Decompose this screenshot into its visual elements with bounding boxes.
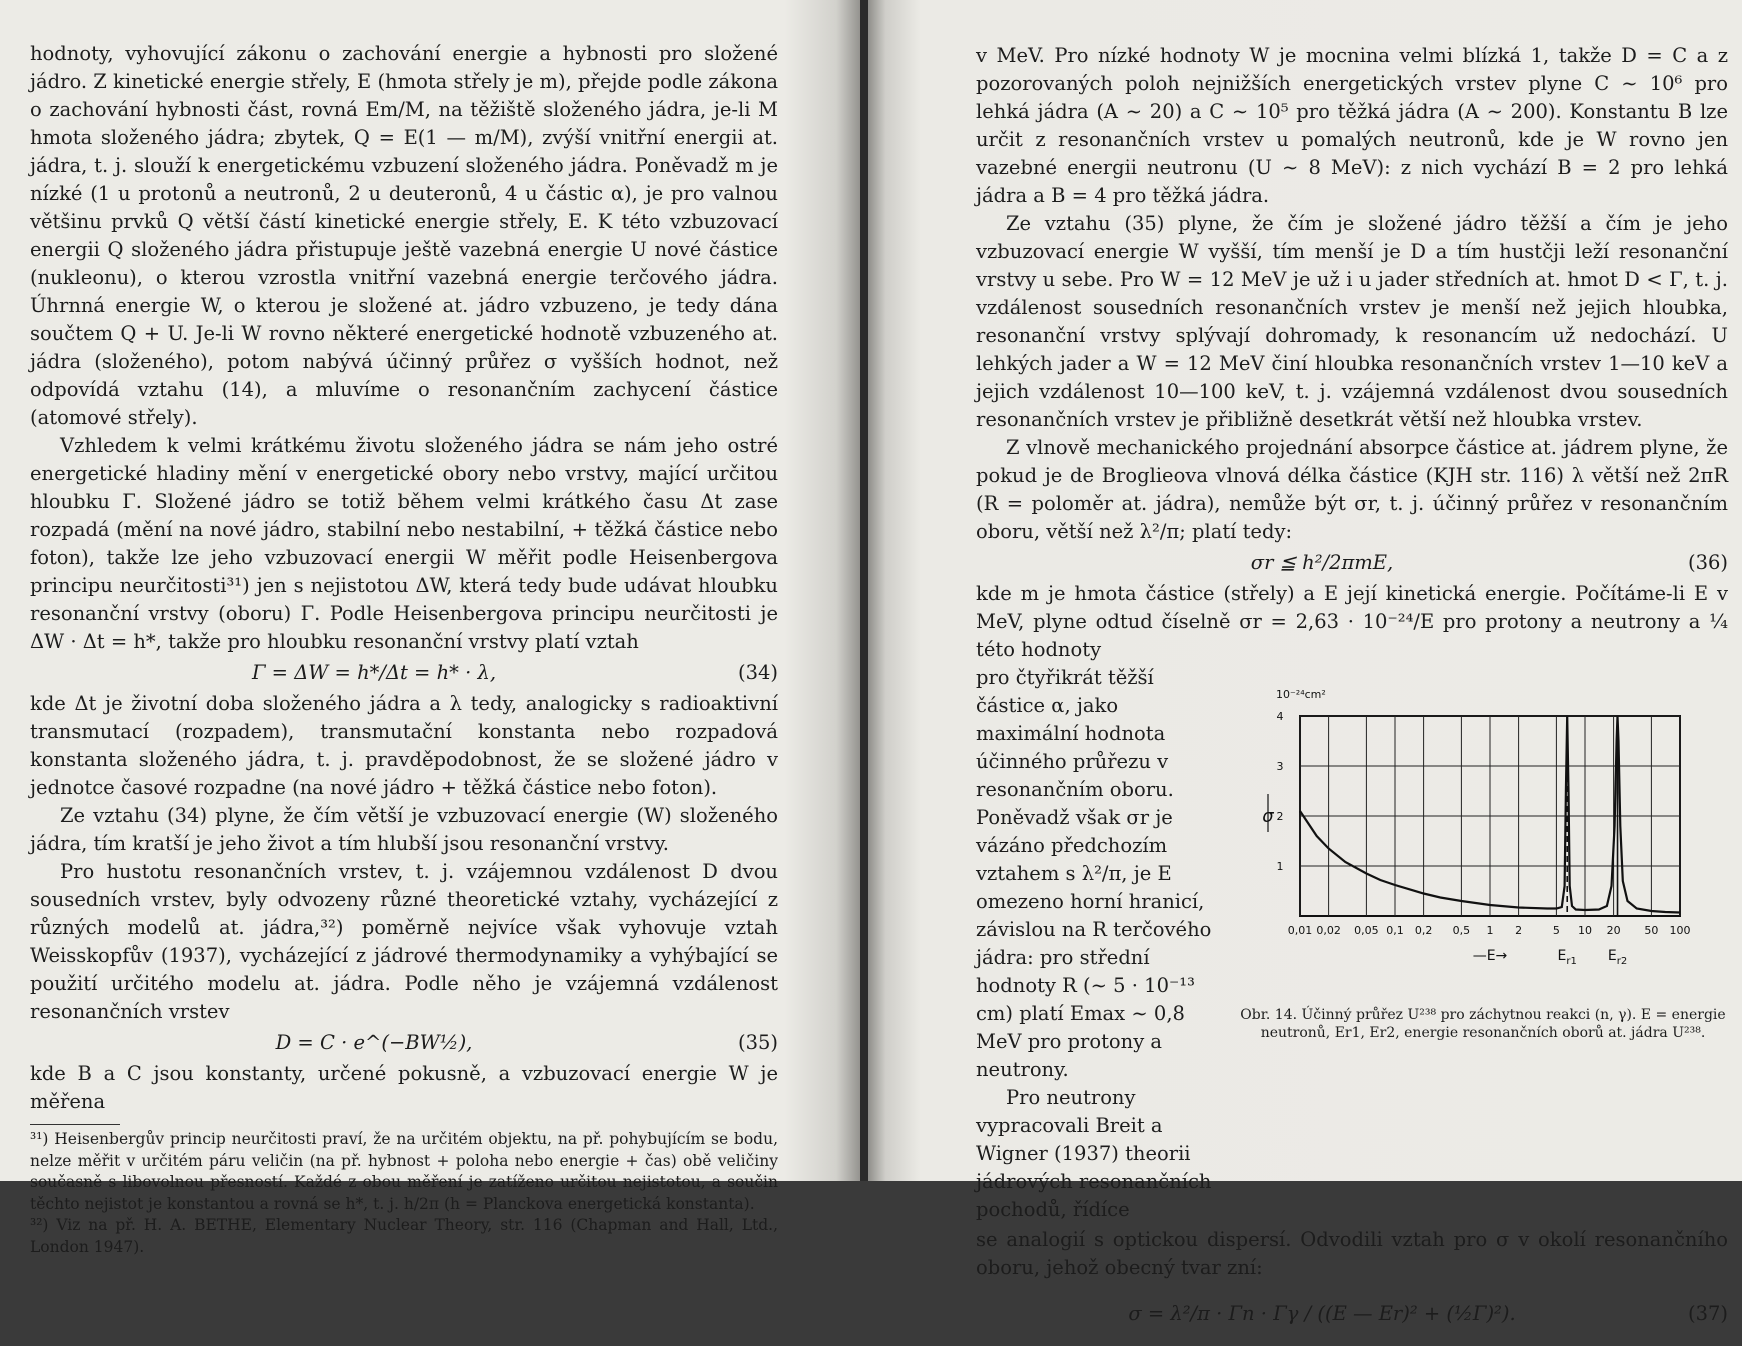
equation-35 xyxy=(30,1026,778,1060)
equation-formula: σr ≦ h²/2πmE, xyxy=(1250,551,1394,574)
paragraph: Vzhledem k velmi krátkému životu složeného jádra se nám jeho ostré energetické hladiny mění v energetické obory nebo vrstvy, mající určitou hloubku Γ. Složené jádro se totiž během velmi krátkého času Δt zase rozpadá (mění na nové jádro, stabilní nebo nestabilní, + těžká částice nebo foton), takže lze jeho vzbuzovací energii W měřit podle Heisenbergova principu neurčitosti³¹) jen s nejistotou ΔW, která tedy bude udávat hloubku resonanční vrstvy (oboru) Γ. Podle Heisenbergova principu neurčitosti je ΔW · Δt = h*, takže pro hloubku resonanční vrstvy platí vztah xyxy=(30,434,778,653)
x-tick-label: 0,2 xyxy=(1414,924,1433,937)
paragraph: Ze vztahu (34) plyne, že čím větší je vzbuzovací energie (W) složeného jádra, tím kratší je jeho život a tím hlubší jsou resonanční vrstvy. xyxy=(30,804,778,855)
x-tick-label: 10 xyxy=(1578,924,1592,937)
equation-number: (35) xyxy=(737,1031,778,1054)
figure-caption: Obr. 14. Účinný průřez U²³⁸ pro záchytnou reakci (n, γ). E = energie neutronů, Er1, Er2, energie resonančních oborů at. jádra U²³⁸. xyxy=(1240,1007,1726,1041)
resonance-marker-label: $E_{r2}$ xyxy=(1607,948,1628,967)
equation-formula: σ = λ²/π · Γn · Γγ / ((E — Er)² + (½Γ)²). xyxy=(1128,1302,1516,1325)
paragraph: Ze vztahu (35) plyne, že čím je složené jádro těžší a čím je jeho vzbuzovací energie W vyšší, tím menší je D a tím hustčji leží resonanční vrstvy u sebe. Pro W = 12 MeV je už i u jader středních at. hmot D < Γ, t. j. vzdálenost sousedních resonančních vrstev je menší než jejich hloubka, resonanční vrstvy splývají dohromady, k resonancím už nedochází. U lehkých jader a W = 12 MeV činí hloubka resonančních vrstev 1—10 keV a jejich vzdálenost 10—100 keV, t. j. vzájemná vzdálenost dvou sousedních resonančních vrstev je přibližně desetkrát větší než hloubka vrstev. xyxy=(976,212,1728,431)
y-axis-label: σ xyxy=(1262,806,1274,827)
y-unit-label: 10⁻²⁴cm² xyxy=(1276,688,1326,701)
y-tick-label: 1 xyxy=(1276,860,1284,873)
equation-number: (34) xyxy=(737,661,778,684)
paragraph: kde Δt je životní doba složeného jádra a λ tedy, analogicky s radioaktivní transmutací (rozpadem), transmutační konstanta nebo rozpadová konstanta složeného jádra, t. j. pravděpodobnost, že se složené jádro v jednotce časové rozpadne (na nové jádro + těžká částice nebo foton). xyxy=(30,692,778,799)
footnote-32: ³²) Viz na př. H. A. BETHE, Elementary Nuclear Theory, str. 116 (Chapman and Hall, Ltd., London 1947). xyxy=(30,1216,778,1256)
x-tick-label: 0,5 xyxy=(1452,924,1471,937)
x-tick-label: 0,02 xyxy=(1316,924,1341,937)
y-tick-label: 2 xyxy=(1276,810,1284,823)
x-tick-label: 0,05 xyxy=(1354,924,1379,937)
x-tick-label: 0,1 xyxy=(1386,924,1404,937)
figure-14 xyxy=(1238,664,1728,1042)
equation-36 xyxy=(976,546,1728,580)
resonance-marker-label: $E_{r1}$ xyxy=(1557,948,1577,967)
paragraph: Pro hustotu resonančních vrstev, t. j. vzájemnou vzdálenost D dvou sousedních vrstev, byly odvozeny různé theoretické vztahy, vycházející z různých modelů at. jádra,³²) poměrně nejvíce však vyhovuje vztah Weisskopfův (1937), vycházející z jádrové thermodynamiky a vyhýbající se použití určitého modelu at. jádra. Podle něho je vzájemná vzdálenost resonančních vrstev xyxy=(30,860,778,1023)
y-tick-label: 3 xyxy=(1276,760,1284,773)
paragraph: hodnoty, vyhovující zákonu o zachování energie a hybnosti pro složené jádro. Z kinetické energie střely, E (hmota střely je m), přejde podle zákona o zachování hybnosti část, rovná Em/M, na těžiště složeného jádra, je-li M hmota složeného jádra; zbytek, Q = E(1 — m/M), zvýší vnitřní energii at. jádra, t. j. slouží k energetickému vzbuzení složeného jádra. Poněvadž m je nízké (1 u protonů a neutronů, 2 u deuteronů, 4 u částic α), je pro valnou většinu prvků Q větší částí kinetické energie střely, E. K této vzbuzovací energii Q složeného jádra přistupuje ještě vazebná energie U nové částice (nukleonu), o kterou vzrostla vnitřní vazebná energie terčového jádra. Úhrnná energie W, o kterou je složené at. jádro vzbuzeno, je tedy dána součtem Q + U. Je-li W rovno některé energetické hodnotě vzbuzeného at. jádra (složeného), potom nabývá účinný průřez σ vyšších hodnot, než odpovídá vztahu (14), a mluvíme o resonančním zachycení částice (atomové střely). xyxy=(30,42,778,429)
right-page xyxy=(868,0,1742,1325)
x-tick-label: 0,01 xyxy=(1287,924,1313,937)
footnote-31: ³¹) Heisenbergův princip neurčitosti praví, že na určitém objektu, na př. pohybujícím se bodu, nelze měřit v určitém páru veličin (na př. hybnost + poloha nebo energie + čas) obě veličiny současně s libovolnou přesností. Každé z obou měření je zatíženo určitou nejistotou, a součin těchto nejistot je konstantou a rovná se h*, t. j. h/2π (h = Planckova energetická konstanta). xyxy=(30,1130,778,1213)
paragraph: v MeV. Pro nízké hodnoty W je mocnina velmi blízká 1, takže D = C a z pozorovaných poloh nejnižších energetických vrstev plyne C ∼ 10⁶ pro lehká jádra (A ∼ 20) a C ∼ 10⁵ pro těžká jádra (A ∼ 200). Konstantu B lze určit z resonančních vrstev u pomalých neutronů, kde je W rovno jen vazebné energii neutronu (U ∼ 8 MeV): z nich vychází B = 2 pro lehká jádra a B = 4 pro těžká jádra. xyxy=(976,44,1728,207)
paragraph: kde B a C jsou konstanty, určené pokusně, a vzbuzovací energie W je měřena xyxy=(30,1062,778,1113)
cross-section-chart xyxy=(1238,664,1708,994)
left-text-column xyxy=(30,40,778,1258)
paragraph: se analogií s optickou dispersí. Odvodili vztah pro σ v okolí resonančního oboru, jehož obecný tvar zní: xyxy=(976,1228,1728,1279)
equation-number: (36) xyxy=(1687,551,1728,574)
paragraph: kde m je hmota částice (střely) a E její kinetická energie. Počítáme-li E v MeV, plyne odtud číselně σr = 2,63 · 10⁻²⁴/E pro protony a neutrony a ¼ této hodnoty xyxy=(976,582,1728,661)
equation-formula: Γ = ΔW = h*/Δt = h* · λ, xyxy=(251,661,497,684)
equation-number: (37) xyxy=(1687,1302,1728,1325)
x-tick-label: 100 xyxy=(1669,924,1691,937)
paragraph: pro čtyřikrát těžší částice α, jako maximální hodnota účinného průřezu v resonančním oboru. Poněvadž však σr je vázáno předchozím vztahem s λ²/π, je E omezeno horní hranicí, závislou na R terčového jádra: pro střední hodnoty R (∼ 5 · 10⁻¹³ cm) platí Emax ∼ 0,8 MeV pro protony a neutrony. xyxy=(976,666,1212,1081)
right-text-column xyxy=(976,42,1728,1346)
equation-34 xyxy=(30,656,778,690)
x-tick-label: 20 xyxy=(1606,924,1621,937)
figure-side-text xyxy=(976,664,1226,1224)
figure-block xyxy=(976,664,1728,1224)
paragraph: Z vlnově mechanického projednání absorpce částice at. jádrem plyne, že pokud je de Broglieova vlnová délka částice (KJH str. 116) λ větší než 2πR (R = poloměr at. jádra), nemůže být σr, t. j. účinný průřez v resonančním oboru, větší než λ²/π; platí tedy: xyxy=(976,436,1728,543)
y-tick-label: 4 xyxy=(1276,710,1284,723)
equation-formula: D = C · e^(−BW½), xyxy=(275,1031,473,1054)
x-tick-label: 50 xyxy=(1644,924,1659,937)
footnote-rule xyxy=(30,1124,120,1125)
x-tick-label: 5 xyxy=(1552,924,1560,937)
x-tick-label: 1 xyxy=(1486,924,1494,937)
x-tick-label: 2 xyxy=(1515,924,1523,937)
left-page xyxy=(0,0,862,1256)
paragraph: Pro neutrony vypracovali Breit a Wigner (1937) theorii jádrových resonančních pochodů, řídíce xyxy=(976,1086,1212,1221)
equation-37 xyxy=(976,1282,1728,1346)
x-axis-label: —E→ xyxy=(1472,948,1508,964)
